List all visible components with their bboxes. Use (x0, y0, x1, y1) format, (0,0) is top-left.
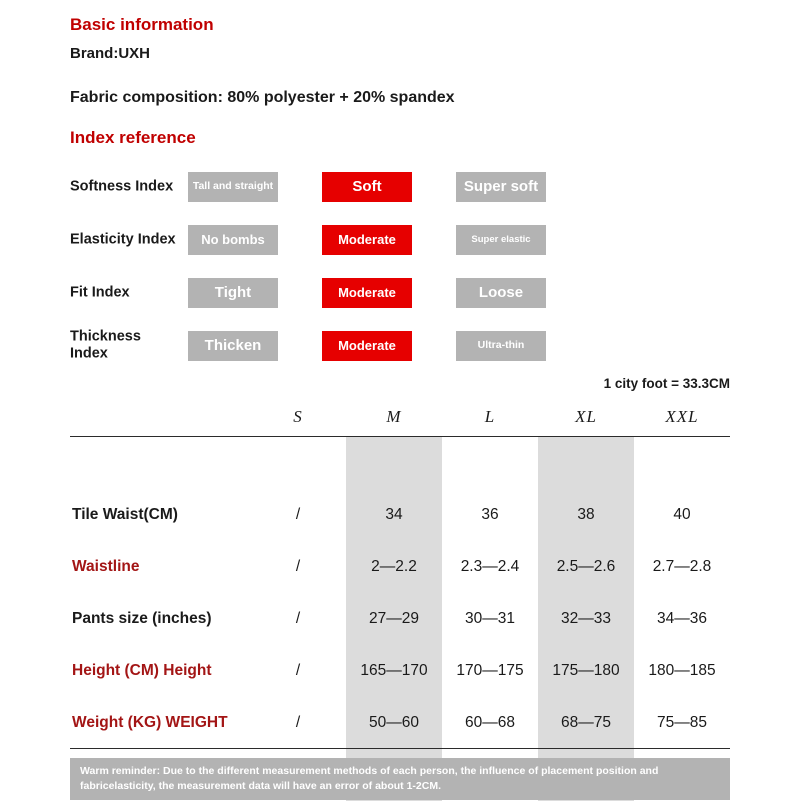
index-row-elasticity (70, 213, 730, 266)
cell-pants-size-m: 27—29 (346, 593, 442, 645)
size-table-body (70, 437, 730, 801)
index-reference-rows (70, 160, 730, 372)
fabric-composition-text: Fabric composition: 80% polyester + 20% spandex (70, 89, 455, 106)
softness-option-super-soft[interactable]: Super soft (456, 172, 546, 202)
table-spacer-row (70, 437, 730, 489)
cell-weight-m: 50—60 (346, 697, 442, 749)
size-table (70, 398, 730, 801)
cell-waistline-xl: 2.5—2.6 (538, 541, 634, 593)
cell-pants-size-s: / (295, 609, 301, 627)
thickness-option-moderate[interactable]: Moderate (322, 331, 412, 361)
thickness-option-ultra-thin[interactable]: Ultra-thin (456, 331, 546, 361)
brand-text: Brand:UXH (70, 45, 151, 62)
cell-pants-size-l: 30—31 (465, 609, 515, 627)
row-label-height: Height (CM) Height (72, 661, 212, 679)
cell-waistline-s: / (295, 557, 301, 575)
spacer-cell-xl (538, 437, 634, 489)
row-label-pants-size: Pants size (inches) (72, 609, 212, 627)
softness-option-tall-and-straight[interactable]: Tall and straight (188, 172, 278, 202)
cell-pants-size-xl: 32—33 (538, 593, 634, 645)
cell-height-l: 170—175 (456, 661, 524, 679)
warm-reminder-note: Warm reminder: Due to the different measurement methods of each person, the influence of placement position and fabricelasticity, the measurement data will have an error of about 1-2CM. (70, 758, 730, 800)
spacer-cell (70, 437, 250, 489)
size-table-head (70, 398, 730, 437)
cell-tile-waist-l: 36 (481, 505, 499, 523)
row-label-waistline: Waistline (72, 557, 140, 575)
elasticity-option-no-bombs[interactable]: No bombs (188, 225, 278, 255)
cell-waistline-m: 2—2.2 (346, 541, 442, 593)
cell-waistline-xxl: 2.7—2.8 (652, 557, 712, 575)
table-row (70, 541, 730, 593)
table-row (70, 593, 730, 645)
cell-pants-size-xxl: 34—36 (657, 609, 707, 627)
header-size-l: L (484, 407, 496, 426)
cell-tile-waist-xxl: 40 (673, 505, 691, 523)
cell-tile-waist-m: 34 (346, 489, 442, 541)
table-row (70, 645, 730, 697)
index-label-elasticity: Elasticity Index (70, 230, 176, 247)
table-row (70, 697, 730, 749)
cell-tile-waist-xl: 38 (538, 489, 634, 541)
thickness-option-thicken[interactable]: Thicken (188, 331, 278, 361)
index-row-thickness (70, 319, 730, 372)
header-size-xxl: XXL (665, 407, 699, 426)
table-row (70, 489, 730, 541)
cell-height-s: / (295, 661, 301, 679)
row-label-tile-waist: Tile Waist(CM) (72, 505, 178, 523)
spacer-cell (634, 437, 730, 489)
size-table-header-row (70, 398, 730, 436)
header-blank (70, 398, 250, 436)
softness-option-soft[interactable]: Soft (322, 172, 412, 202)
index-row-softness (70, 160, 730, 213)
unit-conversion-note: 1 city foot = 33.3CM (603, 376, 730, 391)
spacer-cell-m (346, 437, 442, 489)
header-size-m: M (386, 407, 402, 426)
cell-weight-xxl: 75—85 (657, 713, 707, 731)
spacer-cell (250, 437, 346, 489)
fit-option-moderate[interactable]: Moderate (322, 278, 412, 308)
index-reference-title: Index reference (70, 128, 196, 147)
fit-option-loose[interactable]: Loose (456, 278, 546, 308)
cell-height-xxl: 180—185 (648, 661, 716, 679)
basic-information-title: Basic information (70, 15, 214, 34)
cell-height-xl: 175—180 (538, 645, 634, 697)
header-size-s: S (293, 407, 303, 426)
index-label-fit: Fit Index (70, 283, 130, 300)
spacer-cell (442, 437, 538, 489)
cell-weight-xl: 68—75 (538, 697, 634, 749)
size-table-wrapper (70, 398, 730, 801)
index-label-softness: Softness Index (70, 177, 174, 194)
fit-option-tight[interactable]: Tight (188, 278, 278, 308)
cell-weight-l: 60—68 (465, 713, 515, 731)
cell-weight-s: / (295, 713, 301, 731)
elasticity-option-moderate[interactable]: Moderate (322, 225, 412, 255)
row-label-weight: Weight (KG) WEIGHT (72, 713, 228, 731)
index-row-fit (70, 266, 730, 319)
cell-tile-waist-s: / (295, 505, 301, 523)
header-size-xl: XL (575, 407, 597, 426)
cell-height-m: 165—170 (346, 645, 442, 697)
elasticity-option-super-elastic[interactable]: Super elastic (456, 225, 546, 255)
warning-divider (70, 748, 730, 749)
index-label-thickness: Thickness Index (70, 328, 141, 362)
cell-waistline-l: 2.3—2.4 (460, 557, 520, 575)
